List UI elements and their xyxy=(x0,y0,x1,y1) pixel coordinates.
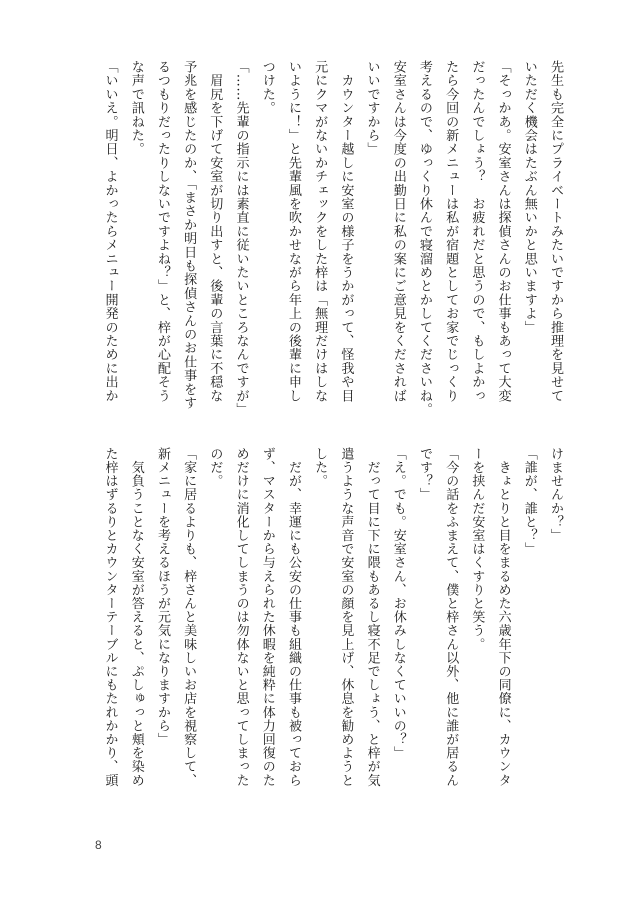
bottom-text-block xyxy=(44,447,568,787)
top-text-block xyxy=(44,60,568,418)
text-line: た梓はずるりとカウンターテーブルにもたれかかり、頭 xyxy=(102,447,118,787)
text-line: 新メニューを考えるほうが元気になりますから」 xyxy=(154,447,170,747)
text-line: いいですから」 xyxy=(364,60,380,156)
text-line: 眉尻を下げて安室が切り出すと、後輩の言葉に不穏な xyxy=(207,60,223,403)
text-line: るつもりだったりしないですよね？」と、梓が心配そう xyxy=(154,60,170,403)
text-line: きょとりと目をまるめた六歳年下の同僚に、カウンタ xyxy=(495,447,511,787)
text-line: な声で訊ねた。 xyxy=(128,60,144,156)
text-line: いただく機会はたぶん無いかと思いますよ」 xyxy=(521,60,537,334)
text-line: だったんでしょう？ お疲れだと思うので、もしよかっ xyxy=(469,60,485,403)
text-line: 「家に居るよりも、梓さんと美味しいお店を視察して、 xyxy=(181,447,197,787)
text-line: 安室さんは今度の出勤日に私の案にご意見をくだされば xyxy=(390,60,406,403)
text-line: いように！」と先輩風を吹かせながら年上の後輩に申し xyxy=(285,60,301,403)
text-line: した。 xyxy=(312,447,328,488)
text-line: カウンター越しに安室の様子をうかがって、怪我や目 xyxy=(338,60,354,403)
text-line: 気負うことなく安室が答えると、ぷしゅっと頬を染め xyxy=(128,447,144,787)
text-line: 予兆を感じたのか、「まさか明日も探偵さんのお仕事をす xyxy=(181,60,197,410)
text-line: 考えるので、ゆっくり休んで寝溜めとかしてくださいね。 xyxy=(416,60,432,417)
text-line: 元にクマがないかチェックをした梓は「無理だけはしな xyxy=(312,60,328,403)
text-line: 「そっかあ。安室さんは探偵さんのお仕事もあって大変 xyxy=(495,60,511,403)
text-line: めだけに消化してしまうのは勿体ないと思ってしまった xyxy=(233,447,249,787)
text-line: だが、幸運にも公安の仕事も組織の仕事も被っておら xyxy=(285,447,301,787)
text-line: ーを挟んだ安室はくすりと笑う。 xyxy=(469,447,485,651)
text-line: 「え。でも。安室さん、お休みしなくていいの？」 xyxy=(390,447,406,760)
text-line: 「……先輩の指示には素直に従いたいところなんですが」 xyxy=(233,60,249,417)
text-line: ず、マスターから与えられた休暇を純粋に体力回復のた xyxy=(259,447,275,787)
page-number: 8 xyxy=(95,838,102,852)
text-line: つけた。 xyxy=(259,60,275,115)
text-line: けませんか？」 xyxy=(548,447,563,543)
text-line: 先生も完全にプライベートみたいですから推理を見せて xyxy=(548,60,563,403)
text-line: のだ。 xyxy=(207,447,223,488)
text-line: 「今の話をふまえて、僕と梓さん以外、他に誰が居るん xyxy=(443,447,459,787)
text-line: 「いいえ。明日、よかったらメニュー開発のために出か xyxy=(102,60,118,403)
text-line: です？」 xyxy=(416,447,432,502)
text-line: たら今回の新メニューは私が宿題としてお家でじっくり xyxy=(443,60,459,403)
text-line: 遣うような声音で安室の顔を見上げ、休息を勧めようと xyxy=(338,447,354,787)
text-line: だって目に下に隈もあるし寝不足でしょう、と梓が気 xyxy=(364,447,380,787)
text-line: 「誰が、誰と？」 xyxy=(521,447,537,556)
